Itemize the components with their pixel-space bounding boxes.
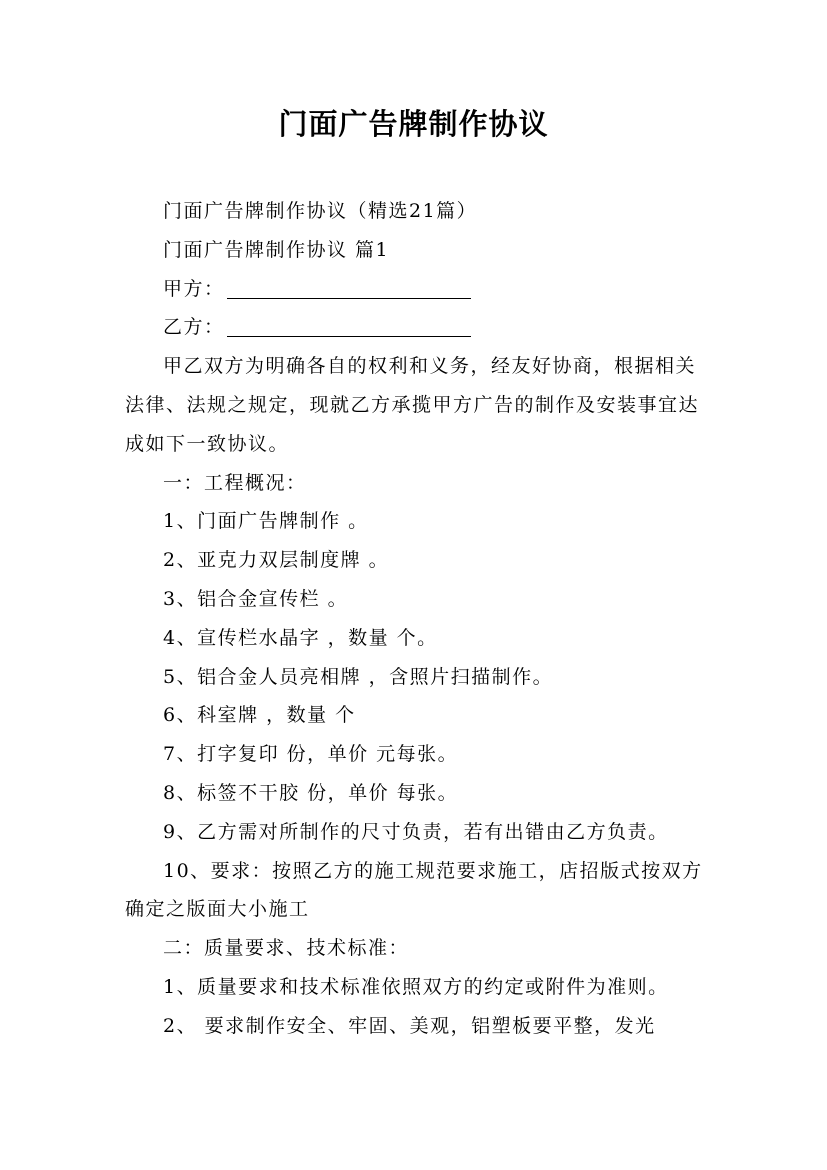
list-item: 2、 要求制作安全、牢固、美观，铝塑板要平整，发光 xyxy=(163,1014,656,1037)
party-b-blank-line xyxy=(227,314,471,337)
paragraph-subtitle: 门面广告牌制作协议（精选21篇） xyxy=(163,200,478,222)
list-item: 10、要求：按照乙方的施工规范要求施工，店招版式按双方确定之版面大小施工 xyxy=(125,859,703,921)
party-b-line: 乙方： xyxy=(125,308,710,347)
list-item: 8、标签不干胶 份，单价 每张。 xyxy=(163,781,459,804)
document-title: 门面广告牌制作协议 xyxy=(278,107,549,141)
document-body xyxy=(125,192,710,1046)
list-item: 3、铝合金宣传栏 。 xyxy=(163,587,349,610)
list-item: 7、打字复印 份，单价 元每张。 xyxy=(163,743,459,766)
party-a-line: 甲方： xyxy=(125,270,710,309)
list-item: 9、乙方需对所制作的尺寸负责，若有出错由乙方负责。 xyxy=(163,820,669,843)
list-item: 2、亚克力双层制度牌 。 xyxy=(163,549,390,572)
section-heading-quality: 二：质量要求、技术标准： xyxy=(163,937,410,960)
paragraph-chapter-heading: 门面广告牌制作协议 篇1 xyxy=(163,238,390,261)
list-item: 1、质量要求和技术标准依照双方的约定或附件为准则。 xyxy=(163,975,669,998)
party-a-blank-line xyxy=(227,276,471,299)
list-item: 6、科室牌 ，数量 个 xyxy=(163,704,356,727)
section-heading-project-overview: 一：工程概况： xyxy=(163,471,307,494)
list-item: 4、宣传栏水晶字 ，数量 个。 xyxy=(163,626,438,649)
list-item: 5、铝合金人员亮相牌 ，含照片扫描制作。 xyxy=(163,665,554,688)
paragraph-preamble: 甲乙双方为明确各自的权利和义务，经友好协商，根据相关法律、法规之规定，现就乙方承揽甲方广告的制作及安装事宜达成如下一致协议。 xyxy=(125,355,700,455)
list-item: 1、门面广告牌制作 。 xyxy=(163,510,369,533)
